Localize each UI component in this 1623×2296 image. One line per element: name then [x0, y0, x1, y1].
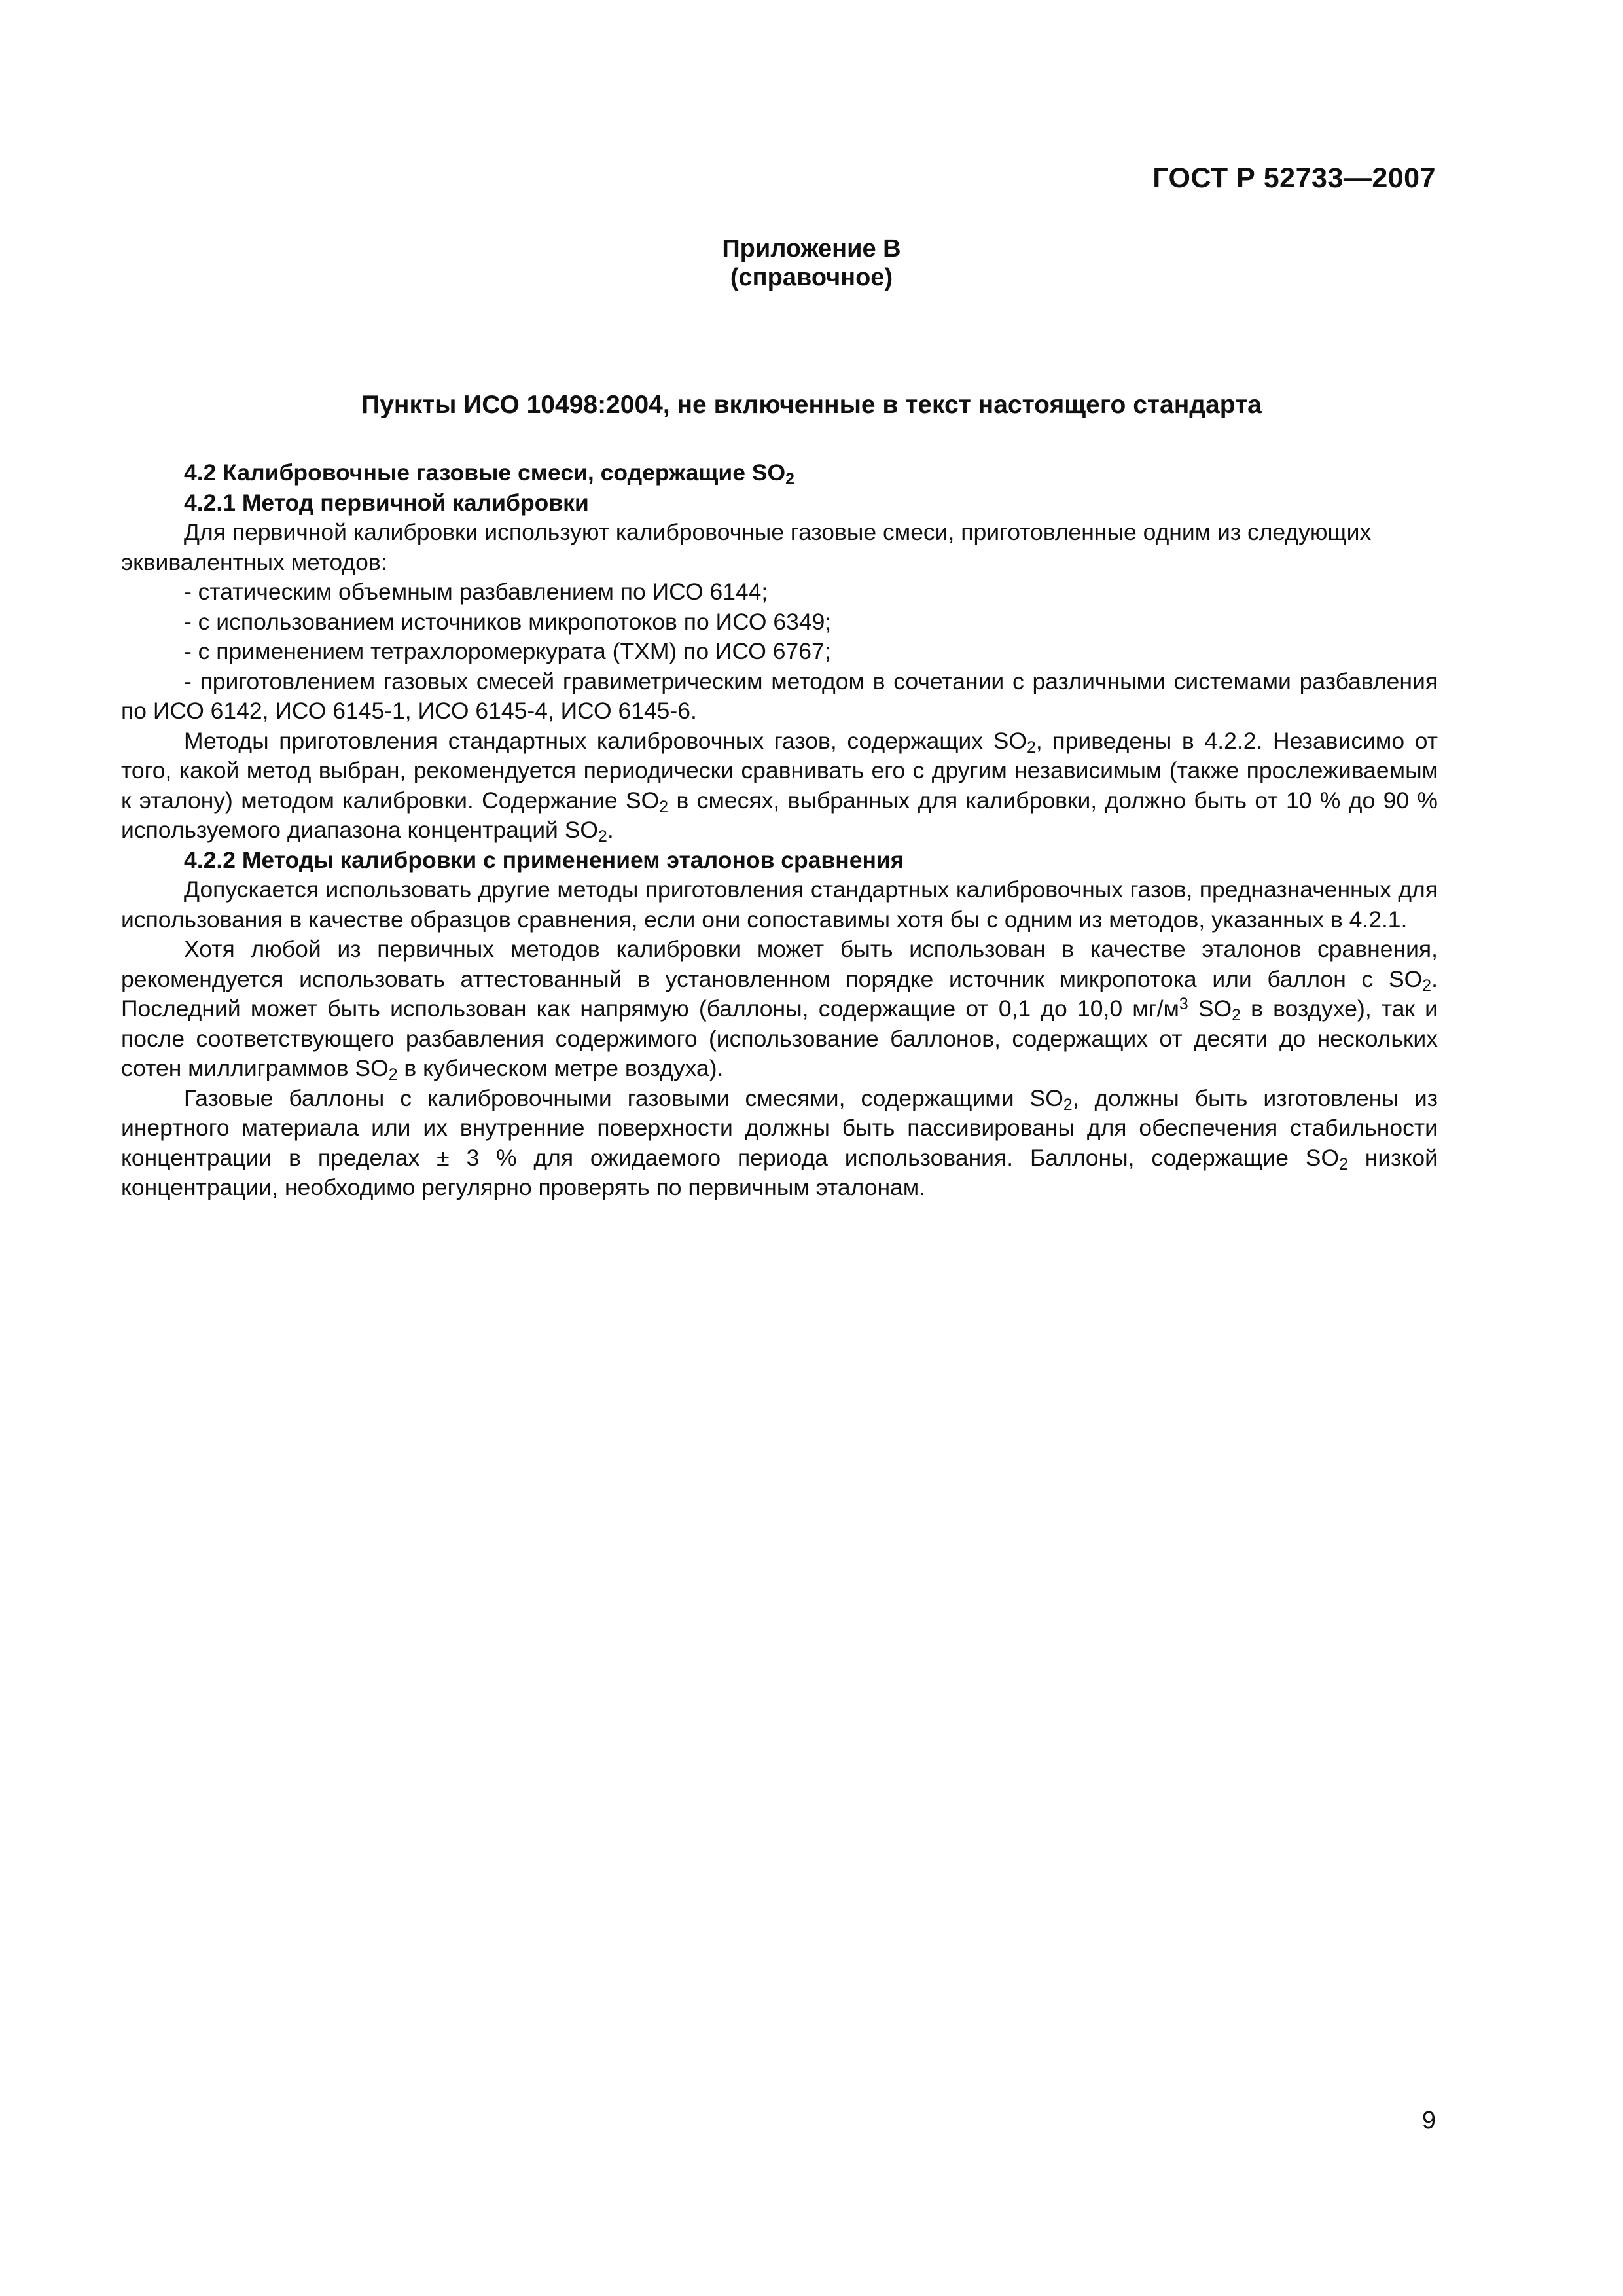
section-4-2-2-heading: [184, 846, 1438, 876]
section-title: Методы калибровки с применением эталонов сравнения: [241, 846, 904, 873]
section-number: 4.2: [184, 459, 217, 486]
list-item: - приготовлением газовых смесей гравиметрическим методом в сочетании с различными системами разбавления по ИСО 6142, ИСО 6145-1, ИСО 6145-4, ИСО 6145-6.: [121, 668, 1438, 724]
annex-heading: [0, 234, 1623, 292]
annex-type: (справочное): [730, 264, 893, 291]
list-item: - с применением тетрахлоромеркурата (ТХМ) по ИСО 6767;: [184, 638, 831, 664]
text-run: в воздухе), так и после соответствующего разбавления содержимого (использование баллонов, содержащих от десяти до нескольких сотен миллиграммов SO: [121, 996, 1438, 1081]
text-line: Для первичной калибровки используют калибровочные газовые смеси, приготовленные одним из следующих: [184, 519, 1372, 545]
section-number: 4.2.2: [184, 846, 236, 873]
paragraph-gas-cylinders: [121, 1084, 1438, 1203]
text-run: . Последний может быть использован как напрямую (баллоны, содержащие от 0,1 до 10,0 мг/м: [121, 965, 1438, 1022]
subscript: 2: [1027, 738, 1036, 757]
text-run: , должны быть изготовлены из инертного материала или их внутренние поверхности должны быть пассивированы для обеспечения стабильности концентрации в пределах ± 3 % для ожидаемого периода использования. Баллоны, содержащие SO: [121, 1085, 1438, 1171]
subscript: 2: [659, 798, 669, 816]
list-item: - с использованием источников микропотоков по ИСО 6349;: [184, 608, 832, 635]
subscript: 2: [1422, 977, 1432, 995]
page-number: 9: [1421, 2107, 1436, 2134]
subscript: 2: [1339, 1155, 1348, 1174]
standard-designation: ГОСТ Р 52733—2007: [1152, 162, 1436, 194]
text-run: низкой концентрации, необходимо регулярно проверять по первичным эталонам.: [121, 1144, 1438, 1200]
subscript: 2: [1232, 1007, 1241, 1025]
subscript: 2: [598, 828, 607, 846]
subscript: 2: [388, 1066, 398, 1085]
subscript: 2: [1063, 1096, 1073, 1114]
annex-title: Приложение В: [722, 235, 901, 262]
text-run: .: [607, 817, 614, 843]
text-run: в смесях, выбранных для калибровки, должно быть от 10 % до 90 % используемого диапазона концентраций SO: [121, 787, 1438, 843]
paragraph-methods-comparison: [121, 726, 1438, 846]
section-4-2-heading: [184, 458, 1438, 488]
section-title: Калибровочные газовые смеси, содержащие SO: [223, 459, 786, 486]
section-4-2-1-heading: [184, 488, 1438, 518]
section-number: 4.2.1: [184, 489, 236, 516]
document-body: [121, 458, 1438, 1203]
paragraph-other-methods: Допускается использовать другие методы приготовления стандартных калибровочных газов, предназначенных для использования в качестве образцов сравнения, если они сопоставимы хотя бы с одним из методов, указанных в 4.2.1.: [121, 876, 1438, 933]
text-run: Методы приготовления стандартных калибровочных газов, содержащих SO: [184, 727, 1027, 754]
paragraph-methods-intro-cont: [121, 548, 1438, 578]
page-title: Пункты ИСО 10498:2004, не включенные в текст настоящего стандарта: [361, 391, 1262, 419]
text-line: эквивалентных методов:: [121, 548, 387, 575]
text-run: SO: [1188, 996, 1232, 1022]
paragraph-reference-standards: [121, 935, 1438, 1084]
subscript: 2: [785, 471, 794, 489]
text-run: , приведены в 4.2.2. Независимо от того, какой метод выбран, рекомендуется периодически сравнивать его с другим независимым (также прослеживаемым к эталону) методом калибровки. Содержание SO: [121, 727, 1438, 814]
text-run: Хотя любой из первичных методов калибровки может быть использован в качестве эталонов сравнения, рекомендуется использовать аттестованный в установленном порядке источник микропотока или баллон с SO: [121, 936, 1438, 992]
section-title: Метод первичной калибровки: [241, 489, 589, 516]
superscript: 3: [1179, 995, 1188, 1013]
text-run: Газовые баллоны с калибровочными газовыми смесями, содержащими SO: [184, 1085, 1063, 1111]
paragraph-methods-intro: [121, 518, 1438, 548]
text-run: в кубическом метре воздуха).: [397, 1055, 724, 1081]
list-item: - статическим объемным разбавлением по ИСО 6144;: [184, 579, 768, 605]
